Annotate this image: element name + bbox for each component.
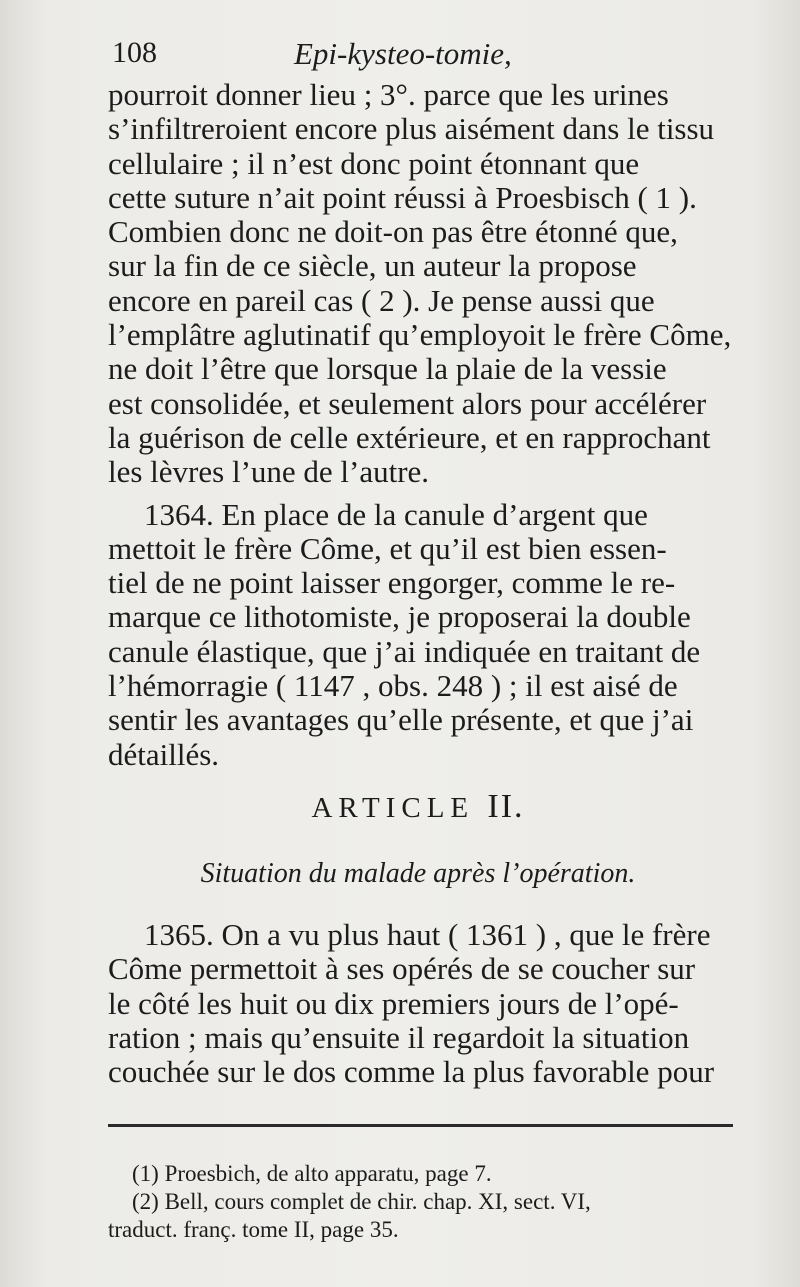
text-line: ne doit l’être que lorsque la plaie de la vessie [108,351,667,387]
footnote: (2) Bell, cours complet de chir. chap. XI, sect. VI, [132,1189,591,1214]
text-line: le côté les huit ou dix premiers jours de l’opé- [108,985,679,1021]
text-line: est consolidée, et seulement alors pour accélérer [108,385,707,421]
footnote: traduct. franç. tome II, page 35. [108,1217,399,1242]
section-title: Situation du malade après l’opération. [200,858,636,889]
text-line: canule élastique, que j’ai indiquée en traitant de [108,633,701,669]
footnotes [108,1160,733,1244]
text-line: s’infiltreroient encore plus aisément dans le tissu [108,111,715,147]
paragraph-continued [108,77,732,490]
body-text [108,77,732,780]
text-line: marque ce lithotomiste, je proposerai la double [108,599,691,635]
text-line: sentir les avantages qu’elle présente, et que j’ai [108,702,694,738]
text-line: la guérison de celle extérieure, et en rapprochant [108,419,711,455]
text-line: l’emplâtre aglutinatif qu’employoit le frère Côme, [108,317,732,353]
article-heading [108,788,728,826]
paragraph-1365 [108,918,728,1089]
text-line: cellulaire ; il n’est donc point étonnant que [108,145,640,181]
text-line: ration ; mais qu’ensuite il regardoit la situation [108,1019,690,1055]
running-head: Epi-kysteo-tomie, [294,36,512,71]
text-line: couchée sur le dos comme la plus favorable pour [108,1054,715,1090]
text-line: Combien donc ne doit-on pas être étonné que, [108,214,678,250]
article-number: II. [487,788,525,825]
text-line: tiel de ne point laisser engorger, comme le re- [108,565,676,601]
footnote-divider [108,1124,733,1127]
text-line: les lèvres l’une de l’autre. [108,454,430,490]
text-line: 1364. En place de la canule d’argent que [144,496,648,532]
text-line: détaillés. [108,736,220,772]
paragraph-1364 [108,498,728,772]
text-line: l’hémorragie ( 1147 , obs. 248 ) ; il est aisé de [108,668,678,704]
page-number: 108 [112,36,157,69]
text-line: cette suture n’ait point réussi à Proesbisch ( 1 ). [108,179,697,215]
text-line: encore en pareil cas ( 2 ). Je pense aussi que [108,282,655,318]
article-word: ARTICLE [311,792,475,824]
text-line: pourroit donner lieu ; 3°. parce que les urines [108,77,669,112]
text-line: 1365. On a vu plus haut ( 1361 ) , que le frère [144,917,711,952]
text-line: Côme permettoit à ses opérés de se coucher sur [108,951,696,987]
footnote: (1) Proesbich, de alto apparatu, page 7. [132,1161,492,1186]
text-line: mettoit le frère Côme, et qu’il est bien essen- [108,530,667,566]
text-line: sur la fin de ce siècle, un auteur la propose [108,248,637,284]
